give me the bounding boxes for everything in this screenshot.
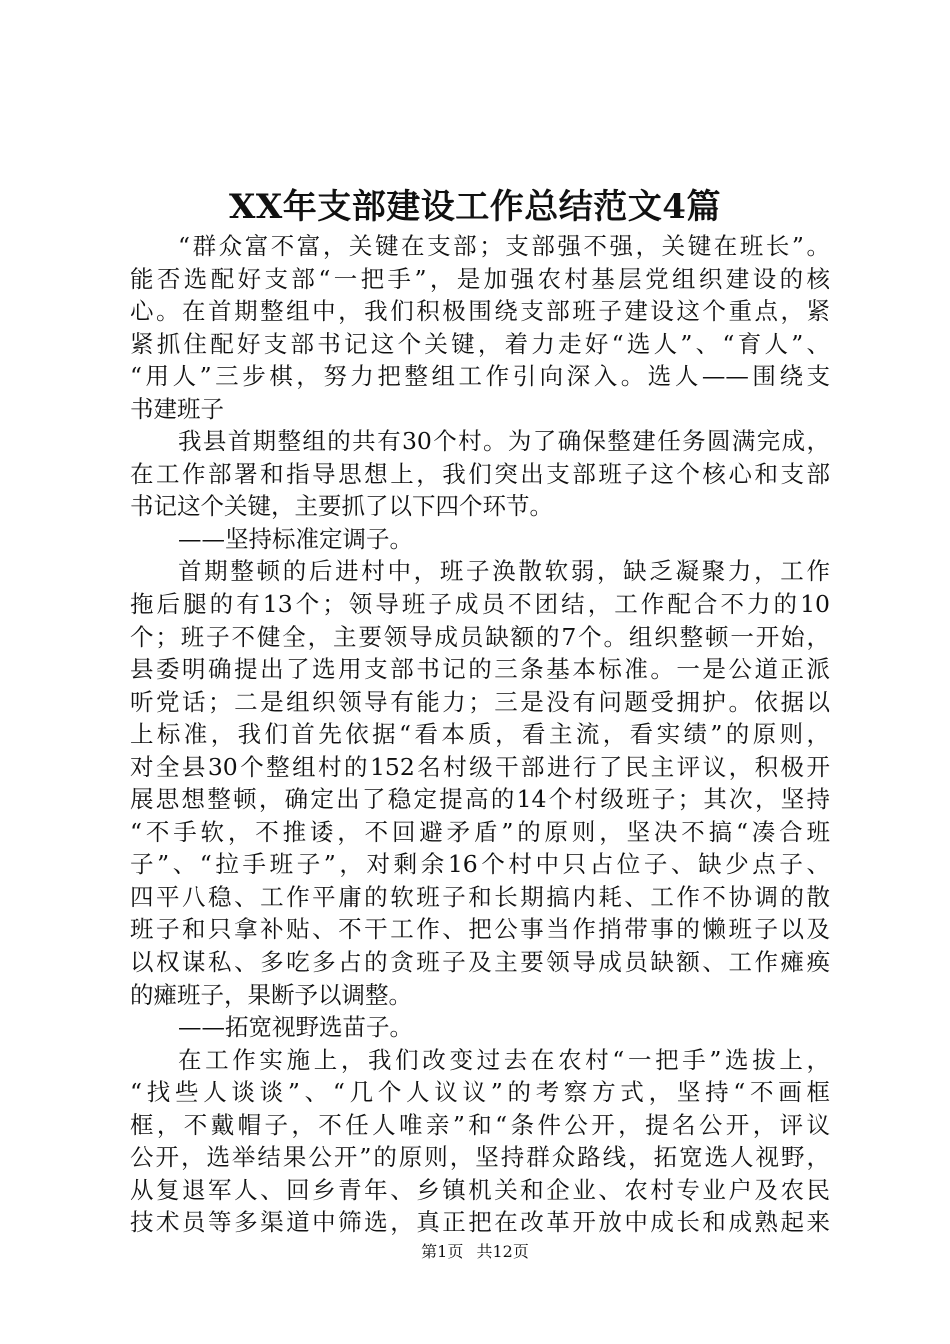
text-line: 上标准，我们首先依据“看本质，看主流，看实绩”的原则， [130, 720, 830, 749]
text-line: “不手软，不推诿，不回避矛盾”的原则，坚决不搞“凑合班 [130, 817, 830, 846]
text-line: 县委明确提出了选用支部书记的三条基本标准。一是公道正派 [130, 655, 830, 684]
text-line: 框，不戴帽子，不任人唯亲”和“条件公开，提名公开，评议 [130, 1110, 830, 1139]
page-number: 第1页 [421, 1242, 464, 1261]
text-line: 书记这个关键，主要抓了以下四个环节。 [130, 492, 553, 521]
text-line: 公开，选举结果公开”的原则，坚持群众路线，拓宽选人视野， [130, 1143, 830, 1172]
text-line: 首期整顿的后进村中，班子涣散软弱，缺乏凝聚力，工作 [178, 557, 830, 586]
text-line: “找些人谈谈”、“几个人议议”的考察方式，坚持“不画框 [130, 1078, 830, 1107]
text-line: 的瘫班子，果断予以调整。 [130, 980, 412, 1009]
text-line: ——坚持标准定调子。 [178, 524, 413, 553]
text-line: 从复退军人、回乡青年、乡镇机关和企业、农村专业户及农民 [130, 1175, 830, 1204]
text-line: 在工作部署和指导思想上，我们突出支部班子这个核心和支部 [130, 459, 830, 488]
text-line: 个；班子不健全，主要领导成员缺额的7个。组织整顿一开始， [130, 622, 830, 651]
text-line: 以权谋私、多吃多占的贪班子及主要领导成员缺额、工作瘫痪 [130, 948, 830, 977]
document-title: XX年支部建设工作总结范文4篇 [229, 187, 721, 227]
text-line: 我县首期整组的共有30个村。为了确保整建任务圆满完成， [178, 427, 830, 456]
text-line: ——拓宽视野选苗子。 [178, 1013, 413, 1042]
text-line: 在工作实施上，我们改变过去在农村“一把手”选拔上， [178, 1045, 830, 1074]
text-line: 班子和只拿补贴、不干工作、把公事当作捎带事的懒班子以及 [130, 915, 830, 944]
text-line: 紧抓住配好支部书记这个关键，着力走好“选人”、“育人”、 [130, 329, 830, 358]
page-total: 共12页 [476, 1242, 529, 1261]
text-line: 对全县30个整组村的152名村级干部进行了民主评议，积极开 [130, 752, 830, 781]
text-line: 书建班子 [130, 394, 224, 423]
text-line: 能否选配好支部“一把手”，是加强农村基层党组织建设的核 [130, 264, 830, 293]
text-line: 心。在首期整组中，我们积极围绕支部班子建设这个重点，紧 [130, 297, 830, 326]
text-line: 技术员等多渠道中筛选，真正把在改革开放中成长和成熟起来 [130, 1208, 830, 1237]
document-body [130, 230, 830, 1239]
text-line: 展思想整顿，确定出了稳定提高的14个村级班子；其次，坚持 [130, 785, 830, 814]
text-line: 听党话；二是组织领导有能力；三是没有问题受拥护。依据以 [130, 687, 830, 716]
text-line: “用人”三步棋，努力把整组工作引向深入。选人——围绕支 [130, 362, 830, 391]
text-line: 子”、“拉手班子”，对剩余16个村中只占位子、缺少点子、 [130, 850, 830, 879]
text-line: 拖后腿的有13个；领导班子成员不团结，工作配合不力的10 [130, 590, 830, 619]
text-line: 四平八稳、工作平庸的软班子和长期搞内耗、工作不协调的散 [130, 882, 830, 911]
page-footer [0, 1241, 950, 1263]
text-line: “群众富不富，关键在支部；支部强不强，关键在班长”。 [178, 232, 830, 260]
